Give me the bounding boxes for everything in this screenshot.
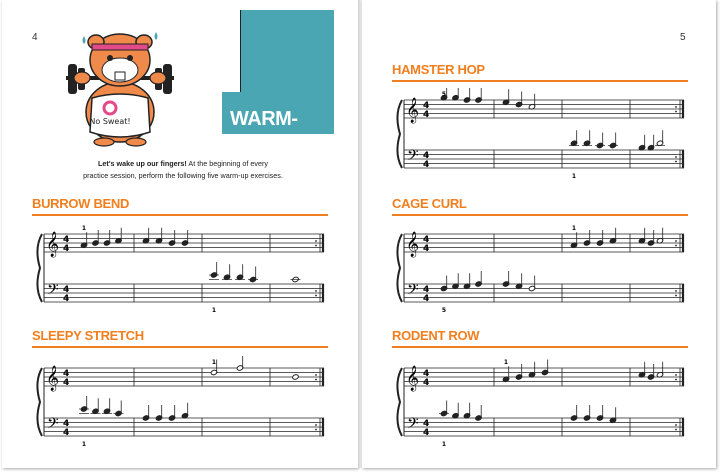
repeat-dot [315,429,317,431]
intro-line2: practice session, perform the following five warm-up exercises. [83,171,283,180]
treble-fingering: 1 [211,359,217,366]
time-signature-bottom: 4 [63,244,70,254]
title-rule [392,80,688,82]
bass-fingering: 1 [211,307,217,314]
intro-bold: Let's wake up our fingers! [98,159,187,168]
title-rule [32,214,328,216]
exercise-title: BURROW BEND [32,196,130,211]
repeat-dot [315,424,317,426]
repeat-dot [675,240,677,242]
intro-text [50,158,316,182]
staff-brace [397,100,402,168]
treble-fingering: 1 [81,225,87,232]
repeat-dot [315,290,317,292]
section-title: WARM-UPS [230,108,298,153]
grand-staff [392,356,692,452]
hamster-mascot-illustration [60,20,180,148]
time-signature-bottom: 4 [423,428,430,438]
time-signature-top: 4 [63,285,70,295]
bass-fingering: 1 [81,441,87,448]
staff-brace [37,234,42,302]
intro-line1: At the beginning of every [186,159,268,168]
bass-clef: 𝄢 [47,415,59,436]
treble-clef: 𝄞 [406,98,420,123]
repeat-dot [675,429,677,431]
exercise-title: RODENT ROW [392,328,480,343]
treble-fingering: 1 [503,359,509,366]
time-signature-bottom: 4 [423,160,430,170]
repeat-dot [675,111,677,113]
bass-fingering: 1 [571,173,577,180]
time-signature-bottom: 4 [63,294,70,304]
time-signature-bottom: 4 [423,244,430,254]
bass-clef: 𝄢 [407,415,419,436]
time-signature-bottom: 4 [63,378,70,388]
time-signature-top: 4 [423,369,430,379]
treble-clef: 𝄞 [406,366,420,391]
time-signature-top: 4 [423,151,430,161]
bass-clef: 𝄢 [407,281,419,302]
time-signature-bottom: 4 [423,294,430,304]
tab-page-edge [214,10,241,92]
time-signature-bottom: 4 [423,378,430,388]
time-signature-top: 4 [423,235,430,245]
shirt-text: No Sweat! [89,117,131,126]
time-signature-top: 4 [63,369,70,379]
staff-brace [397,234,402,302]
page-number-left: 4 [32,32,38,43]
bass-clef: 𝄢 [47,281,59,302]
repeat-dot [675,290,677,292]
treble-clef: 𝄞 [46,366,60,391]
exercise-title: SLEEPY STRETCH [32,328,144,343]
time-signature-top: 4 [63,235,70,245]
title-rule [392,346,688,348]
repeat-dot [675,424,677,426]
repeat-dot [315,374,317,376]
bass-fingering: 5 [441,307,447,314]
repeat-dot [675,295,677,297]
exercise-title: CAGE CURL [392,196,467,211]
page-number-right: 5 [680,32,686,43]
left-page [2,0,358,468]
grand-staff [32,356,332,452]
time-signature-top: 4 [63,419,70,429]
repeat-dot [315,295,317,297]
treble-clef: 𝄞 [406,232,420,257]
grand-staff [392,88,692,184]
title-rule [392,214,688,216]
time-signature-top: 4 [423,285,430,295]
time-signature-bottom: 4 [423,110,430,120]
time-signature-top: 4 [423,419,430,429]
repeat-dot [675,161,677,163]
staff-brace [37,368,42,436]
bass-clef: 𝄢 [407,147,419,168]
right-page [362,0,716,468]
title-rule [32,346,328,348]
bass-fingering: 1 [441,441,447,448]
grand-staff [32,222,332,318]
exercise-title: HAMSTER HOP [392,62,485,77]
repeat-dot [675,245,677,247]
grand-staff [392,222,692,318]
treble-clef: 𝄞 [46,232,60,257]
repeat-dot [675,156,677,158]
treble-fingering: 1 [571,225,577,232]
time-signature-bottom: 4 [63,428,70,438]
repeat-dot [675,374,677,376]
repeat-dot [315,240,317,242]
staff-brace [397,368,402,436]
repeat-dot [315,245,317,247]
repeat-dot [315,379,317,381]
treble-fingering: 5 [441,91,447,98]
note-head [292,374,299,380]
repeat-dot [675,379,677,381]
time-signature-top: 4 [423,101,430,111]
repeat-dot [675,106,677,108]
